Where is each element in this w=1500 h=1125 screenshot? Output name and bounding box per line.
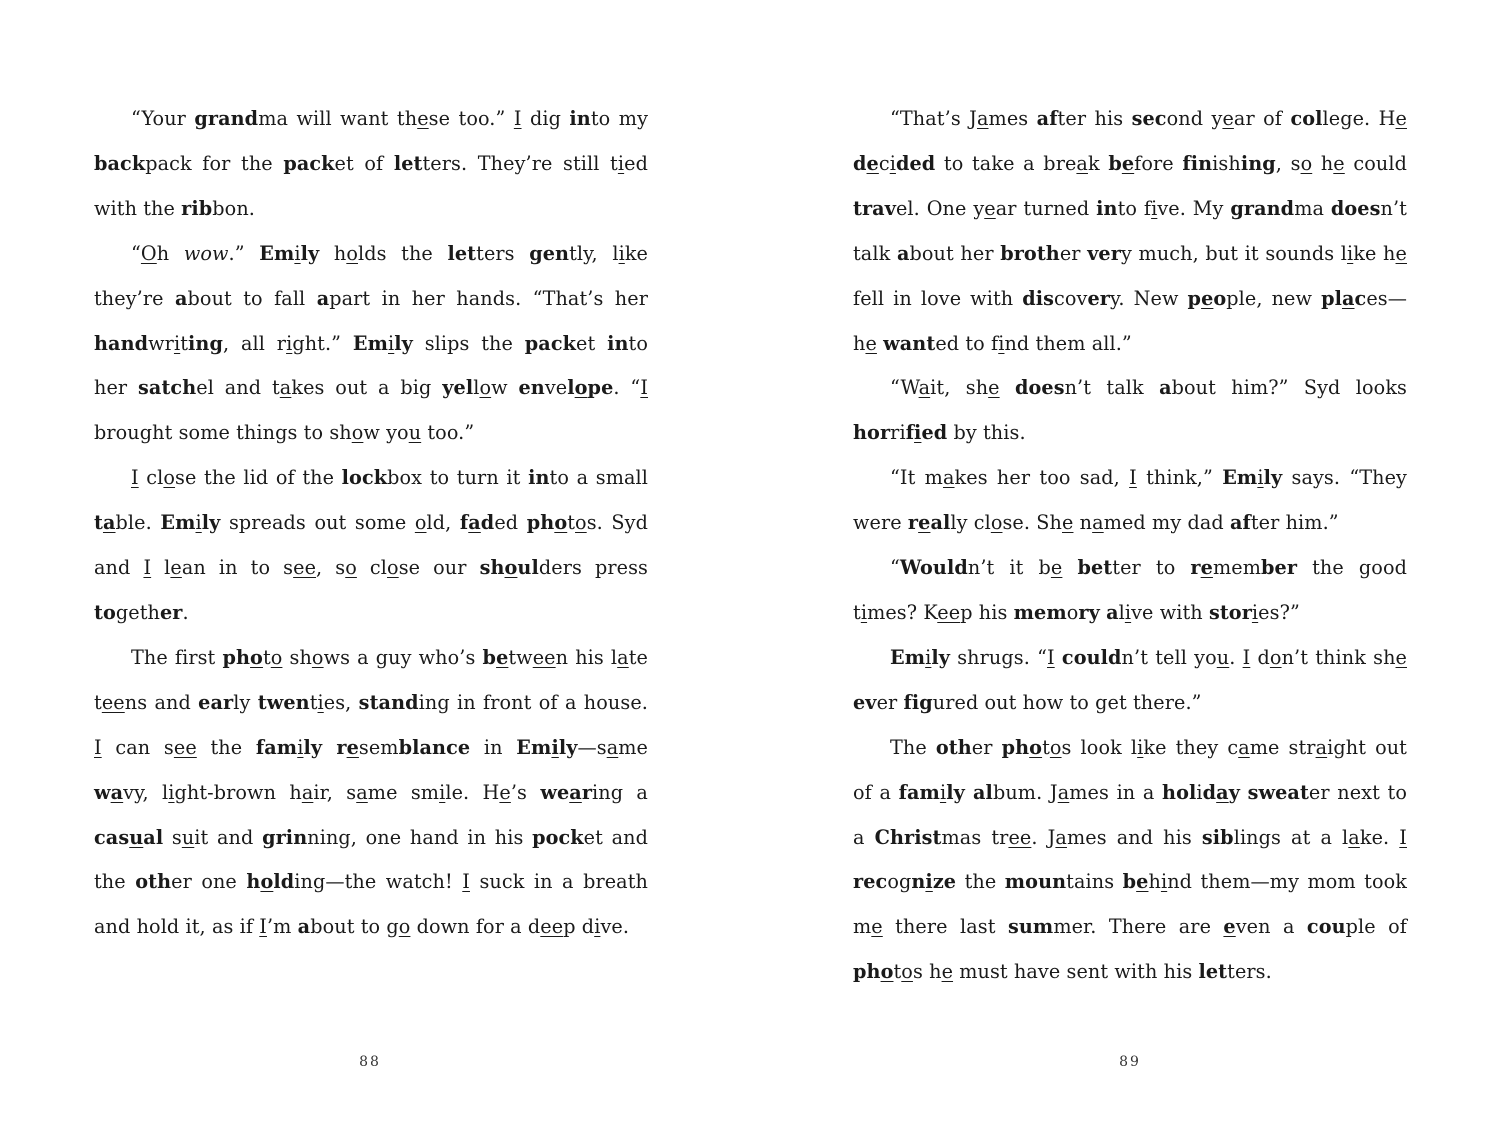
paragraph: “Oh wow.” Emily holds the letters gently, like they’re about to fall apart in her hands. “That’s her handwriting, all right.” Emily slips the packet into her satchel and takes out a big yellow envelope. “I brought some things to show you too.” bbox=[94, 241, 649, 445]
page-number-left: 88 bbox=[359, 1054, 381, 1070]
left-page-text bbox=[94, 97, 648, 950]
right-page-text bbox=[853, 97, 1407, 995]
paragraph: “Your grandma will want these too.” I dig into my backpack for the packet of letters. They’re still tied with the ribbon. bbox=[94, 107, 649, 220]
paragraph: The first photo shows a guy who’s between his late teens and early twenties, standing in front of a house. I can see the family resemblance in Emily—same wavy, light-brown hair, same smile. He’s wearing a casual suit and grinning, one hand in his pocket and the other one holding—the watch! I suck in a breath and hold it, as if I’m about to go down for a deep dive. bbox=[94, 645, 648, 939]
paragraph: “It makes her too sad, I think,” Emily says. “They were really close. She named my dad after him.” bbox=[853, 466, 1408, 535]
paragraph: Emily shrugs. “I couldn’t tell you. I don’t think she ever figured out how to get there.” bbox=[853, 645, 1407, 714]
paragraph: “That’s James after his second year of college. He decided to take a break before finishing, so he could travel. One year turned into five. My grandma doesn’t talk about her brother very much, but it sounds like he fell in love with discovery. New people, new places—he wanted to find them all.” bbox=[853, 107, 1408, 355]
paragraph: The other photos look like they came straight out of a family album. James in a holiday sweater next to a Christmas tree. James and his siblings at a lake. I recognize the mountains behind them—my mom took me there last summer. There are even a couple of photos he must have sent with his letters. bbox=[853, 735, 1408, 984]
paragraph: I close the lid of the lockbox to turn it into a small table. Emily spreads out some old, faded photos. Syd and I lean in to see, so close our shoulders press together. bbox=[94, 466, 648, 624]
page-number-right: 89 bbox=[1119, 1054, 1141, 1070]
paragraph: “Wait, she doesn’t talk about him?” Syd looks horrified by this. bbox=[853, 376, 1407, 445]
paragraph: “Wouldn’t it be better to remember the good times? Keep his memory alive with stories?” bbox=[853, 556, 1407, 624]
